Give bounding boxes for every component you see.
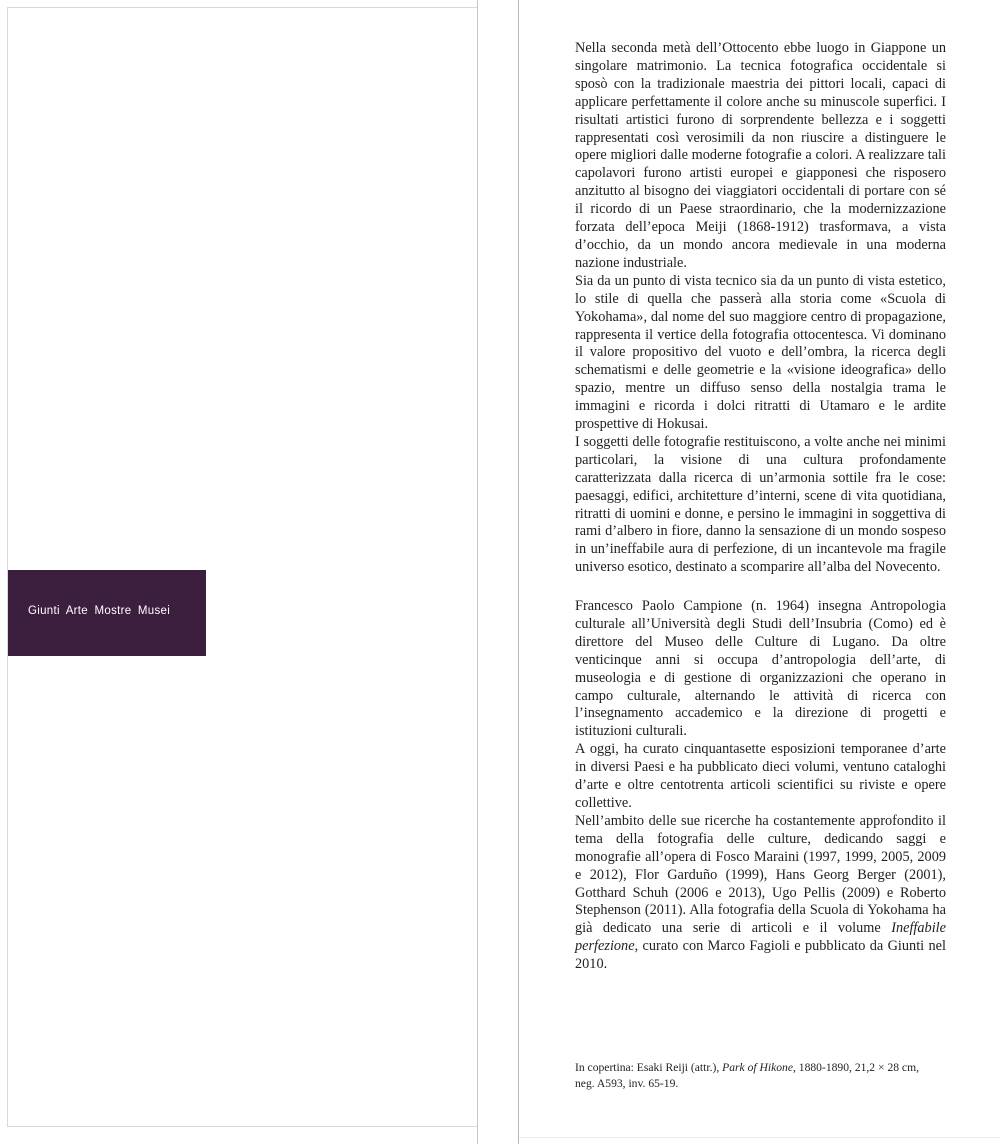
bio-paragraph-2: A oggi, ha curato cinquantasette esposizioni temporanee d’arte in diversi Paesi e ha pubblicato dieci volumi, ventuno cataloghi d’arte e oltre centotrenta articoli scientifici su riviste e opere collettive. — [575, 741, 946, 811]
bio-paragraph-3 — [575, 813, 946, 974]
left-page-edge-left — [7, 7, 8, 1127]
left-page-edge-top — [7, 7, 477, 8]
publisher-imprint-label: Giunti Arte Mostre Musei — [28, 605, 171, 617]
flap-paragraph-3: I soggetti delle fotografie restituiscono, a volte anche nei minimi particolari, la visione di una cultura profondamente caratterizzata dalla ricerca di un’armonia sottile fra le cose: paesaggi, edifici, architetture d’interni, scene di vita quotidiana, ritratti di uomini e donne, e persino le immagini in soggettiva di rami d’albero in fiore, danno la sensazione di un mondo sospeso in un’ineffabile aura di perfezione, di un incantevole ma fragile universo esotico, destinato a scomparire all’alba del Novecento. — [575, 433, 946, 576]
flap-paragraph-1: Nella seconda metà dell’Ottocento ebbe luogo in Giappone un singolare matrimonio. La tecnica fotografica occidentale si sposò con la tradizionale maestria dei pittori locali, capaci di applicare perfettamente il colore anche su minuscole superfici. I risultati artistici furono di sorprendente bellezza e i soggetti rappresentati così verosimili da non riuscire a distinguere le opere migliori dalle moderne fotografie a colori. A realizzare tali capolavori furono artisti europei e giapponesi che risposero anzitutto al bisogno dei viaggiatori occidentali di portare con sé il ricordo di un Paese straordinario, che la modernizzazione forzata dell’epoca Meiji (1868-1912) trasformava, a vista d’occhio, da un mondo ancora medievale in una moderna nazione industriale. — [575, 40, 946, 271]
left-page-edge-bottom — [7, 1126, 477, 1127]
caption-line-2: neg. A593, inv. 65-19. — [575, 1077, 679, 1090]
cover-caption-text — [575, 1060, 946, 1092]
bio-paragraph-3-tail: , curato con Marco Fagioli e pubblicato da Giunti nel 2010. — [575, 938, 946, 973]
flap-text-column — [575, 40, 946, 577]
author-bio-column — [575, 598, 946, 974]
caption-work-title-italic: Park of Hikone — [722, 1061, 793, 1074]
jacket-fold-line-right — [518, 0, 519, 1144]
bio-paragraph-1: Francesco Paolo Campione (n. 1964) insegna Antropologia culturale all’Università degli Studi dell’Insubria (Como) ed è direttore del Museo delle Culture di Lugano. Da oltre venticinque anni si occupa d’antropologia dell’arte, di museologia e di gestione di organizzazioni che operano in campo culturale, alternando le attività di ricerca con l’insegnamento accademico e la direzione di progetti e istituzioni culturali. — [575, 598, 946, 740]
bio-paragraph-3-text: Nell’ambito delle sue ricerche ha costantemente approfondito il tema della fotografia delle culture, dedicando saggi e monografie all’opera di Fosco Maraini (1997, 1999, 2005, 2009 e 2012), Flor Garduño (1999), Hans Georg Berger (2001), Gotthard Schuh (2006 e 2013), Ugo Pellis (2009) e Roberto Stephenson (2011). Alla fotografia della Scuola di Yokohama ha già dedicato una serie di articoli e il volume — [575, 812, 946, 937]
cover-caption — [575, 1060, 946, 1092]
flap-paragraph-2: Sia da un punto di vista tecnico sia da un punto di vista estetico, lo stile di quella che passerà alla storia come «Scuola di Yokohama», dal nome del suo maggiore centro di propagazione, rappresenta il vertice della fotografia ottocentesca. Vi dominano il valore propositivo del vuoto e dell’ombra, la ricerca degli schematismi e delle geometrie e la «visione ideografica» dello spazio, mentre un diffuso senso della nostalgia trama le immagini e ricorda i dolci ritratti di Utamaro e le ardite prospettive di Hokusai. — [575, 272, 946, 433]
jacket-fold-line-left — [477, 0, 478, 1144]
caption-suffix: , 1880-1890, 21,2 × 28 cm, — [792, 1061, 919, 1074]
right-page-edge-bottom — [518, 1137, 1000, 1138]
caption-prefix: In copertina: Esaki Reiji (attr.), — [575, 1061, 723, 1074]
publisher-imprint-block — [8, 570, 206, 656]
book-title-italic: Ineffabile perfezione — [575, 920, 946, 955]
